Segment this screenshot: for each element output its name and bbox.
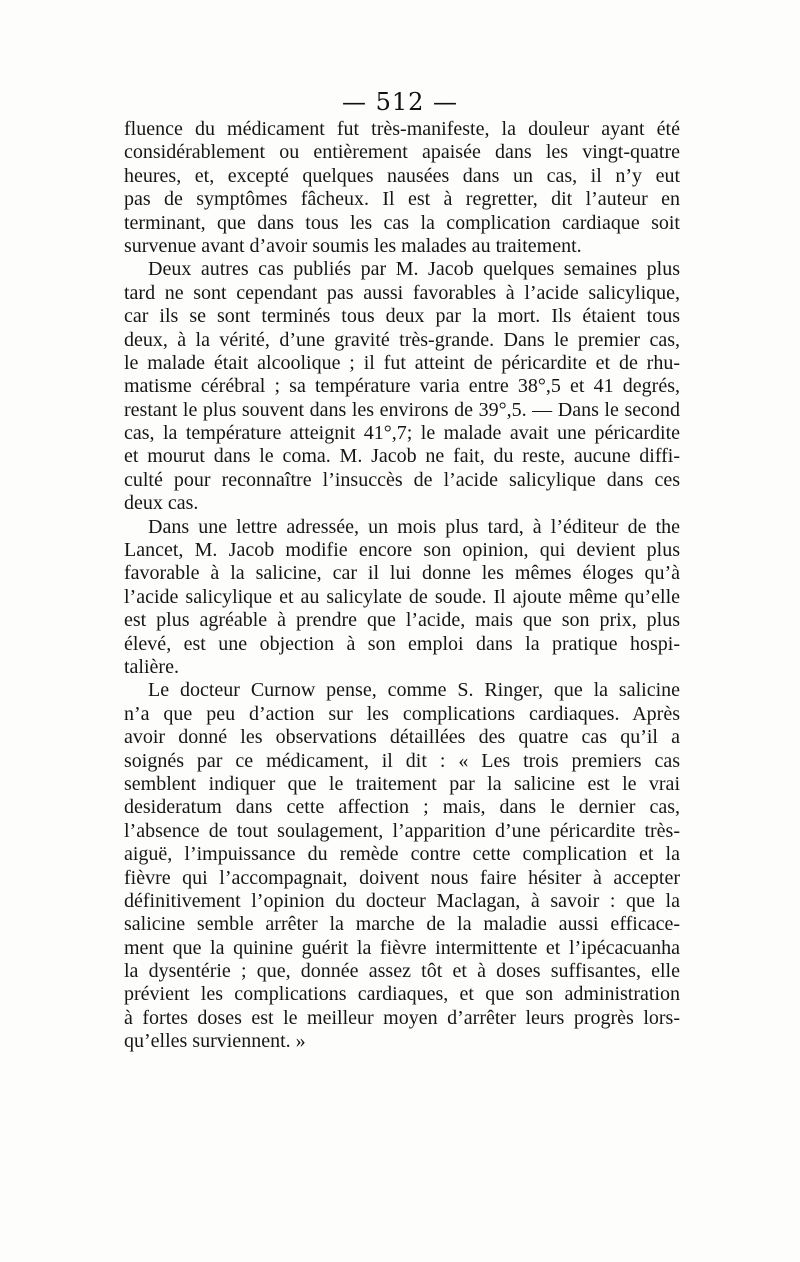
text-line: prévient les complications cardiaques, et que son administration <box>124 983 680 1006</box>
text-line: ment que la quinine guérit la fièvre intermittente et l’ipécacuanha <box>124 936 680 959</box>
text-line: semblent indiquer que le traitement par la salicine est le vrai <box>124 772 680 795</box>
text-line: desideratum dans cette affection ; mais, dans le dernier cas, <box>124 796 680 819</box>
text-line: considérablement ou entièrement apaisée dans les vingt-quatre <box>124 141 680 164</box>
body-text <box>124 118 680 1054</box>
text-line: soignés par ce médicament, il dit : « Les trois premiers cas <box>124 749 680 772</box>
text-line: tard ne sont cependant pas aussi favorables à l’acide salicylique, <box>124 281 680 304</box>
text-line: avoir donné les observations détaillées des quatre cas qu’il a <box>124 726 680 749</box>
text-line: à fortes doses est le meilleur moyen d’arrêter leurs progrès lors- <box>124 1006 680 1029</box>
text-line: terminant, que dans tous les cas la complication cardiaque soit <box>124 211 680 234</box>
text-line: talière. <box>124 655 179 678</box>
text-line: deux, à la vérité, d’une gravité très-grande. Dans le premier cas, <box>124 328 680 351</box>
text-line: n’a que peu d’action sur les complications cardiaques. Après <box>124 702 680 725</box>
text-line: fluence du médicament fut très-manifeste, la douleur ayant été <box>124 118 680 140</box>
text-line: l’acide salicylique et au salicylate de soude. Il ajoute même qu’elle <box>124 585 680 608</box>
text-line: est plus agréable à prendre que l’acide, mais que son prix, plus <box>124 609 680 632</box>
text-line: aiguë, l’impuissance du remède contre cette complication et la <box>124 843 680 866</box>
text-line: culté pour reconnaître l’insuccès de l’acide salicylique dans ces <box>124 468 680 491</box>
text-line: définitivement l’opinion du docteur Maclagan, à savoir : que la <box>124 889 680 912</box>
text-line: car ils se sont terminés tous deux par la mort. Ils étaient tous <box>124 305 680 328</box>
page-number: — 512 — <box>341 88 459 116</box>
text-line: restant le plus souvent dans les environs de 39°,5. — Dans le second <box>124 398 680 421</box>
text-line: deux cas. <box>124 492 199 515</box>
text-line: heures, et, excepté quelques nausées dans un cas, il n’y eut <box>124 164 680 187</box>
text-line: pas de symptômes fâcheux. Il est à regretter, dit l’auteur en <box>124 188 680 211</box>
text-line: Lancet, M. Jacob modifie encore son opinion, qui devient plus <box>124 539 680 562</box>
text-line: matisme cérébral ; sa température varia entre 38°,5 et 41 degrés, <box>124 375 680 398</box>
text-line: Le docteur Curnow pense, comme S. Ringer, que la salicine <box>148 679 680 702</box>
text-line: favorable à la salicine, car il lui donne les mêmes éloges qu’à <box>124 562 680 585</box>
text-line: cas, la température atteignit 41°,7; le malade avait une péricardite <box>124 422 680 445</box>
text-line: Deux autres cas publiés par M. Jacob quelques semaines plus <box>148 258 680 281</box>
text-line: élevé, est une objection à son emploi dans la pratique hospi- <box>124 632 680 655</box>
text-line: survenue avant d’avoir soumis les malades au traitement. <box>124 234 582 257</box>
text-line: Dans une lettre adressée, un mois plus tard, à l’éditeur de the <box>148 515 680 538</box>
text-line: fièvre qui l’accompagnait, doivent nous faire hésiter à accepter <box>124 866 680 889</box>
text-line: et mourut dans le coma. M. Jacob ne fait, du reste, aucune diffi- <box>124 445 680 468</box>
text-line: le malade était alcoolique ; il fut atteint de péricardite et de rhu- <box>124 351 680 374</box>
text-line: l’absence de tout soulagement, l’apparition d’une péricardite très- <box>124 819 680 842</box>
text-line: salicine semble arrêter la marche de la maladie aussi efficace- <box>124 913 680 936</box>
text-line: qu’elles surviennent. » <box>124 1030 306 1053</box>
text-line: la dysentérie ; que, donnée assez tôt et à doses suffisantes, elle <box>124 960 680 983</box>
